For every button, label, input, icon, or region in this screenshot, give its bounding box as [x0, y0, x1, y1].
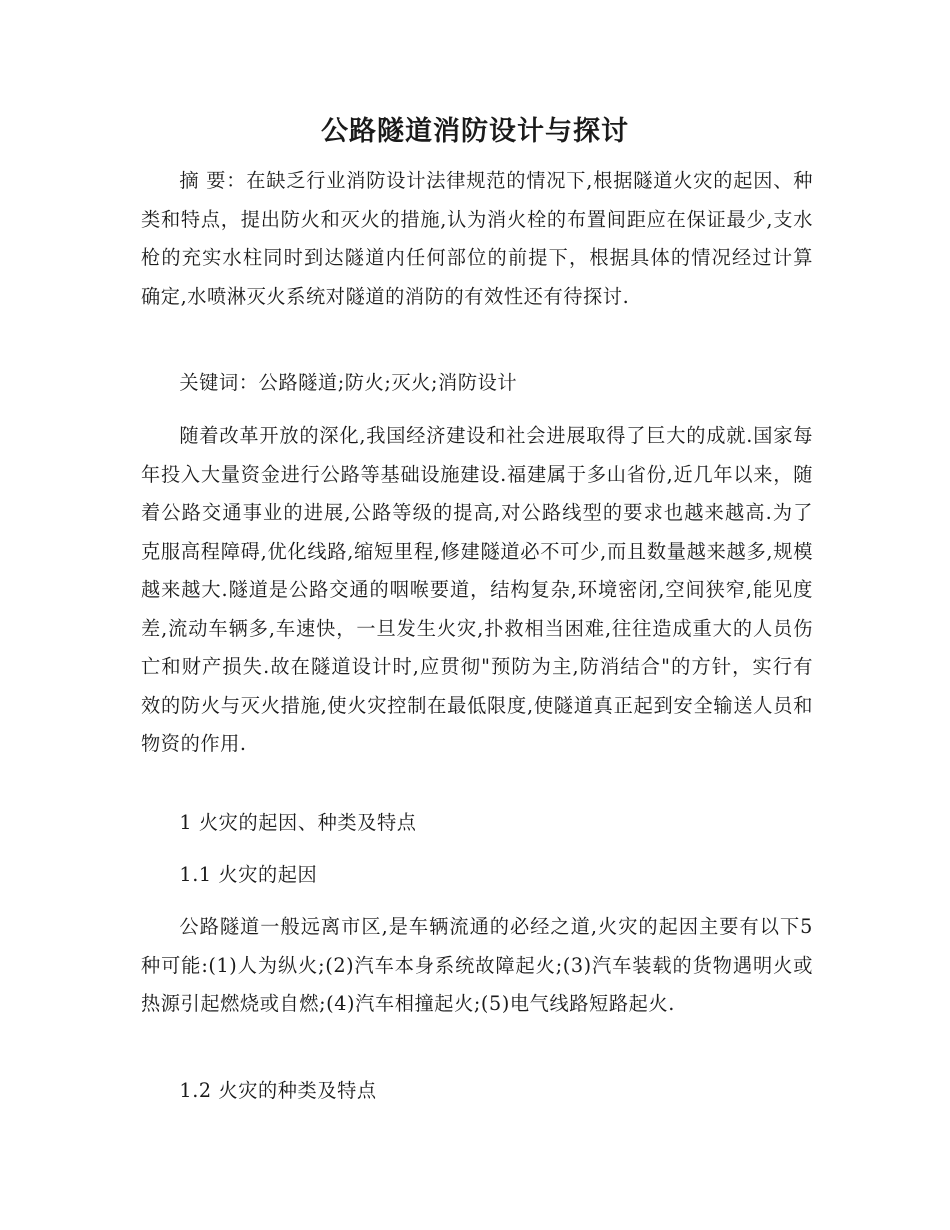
abstract-paragraph: 摘 要：在缺乏行业消防设计法律规范的情况下,根据隧道火灾的起因、种类和特点，提出防火和灭火的措施,认为消火栓的布置间距应在保证最少,支水枪的充实水柱同时到达隧道内任何部位的前提下，根据具体的情况经过计算确定,水喷淋灭火系统对隧道的消防的有效性还有待探讨.: [141, 169, 813, 308]
section-heading-1-2: 1.2 火灾的种类及特点: [179, 1079, 377, 1102]
section-heading-1-1: 1.1 火灾的起因: [179, 863, 318, 886]
intro-paragraph: 随着改革开放的深化,我国经济建设和社会进展取得了巨大的成就.国家每年投入大量资金进行公路等基础设施建设.福建属于多山省份,近几年以来，随着公路交通事业的进展,公路等级的提高,对公路线型的要求也越来越高.为了克服高程障碍,优化线路,缩短里程,修建隧道必不可少,而且数量越来越多,规模越来越大.隧道是公路交通的咽喉要道，结构复杂,环境密闭,空间狭窄,能见度差,流动车辆多,车速快，一旦发生火灾,扑救相当困难,往往造成重大的人员伤亡和财产损失.故在隧道设计时,应贯彻"预防为主,防消结合"的方针，实行有效的防火与灭火措施,使火灾控制在最低限度,使隧道真正起到安全输送人员和物资的作用.: [141, 424, 813, 755]
section-1-1-paragraph: 公路隧道一般远离市区,是车辆流通的必经之道,火灾的起因主要有以下5 种可能:(1)人为纵火;(2)汽车本身系统故障起火;(3)汽车装载的货物遇明火或热源引起燃烧或自燃;(4)汽车相撞起火;(5)电气线路短路起火.: [141, 915, 813, 1015]
section-heading-1: 1 火灾的起因、种类及特点: [179, 811, 417, 834]
keywords-line: 关键词：公路隧道;防火;灭火;消防设计: [179, 371, 518, 394]
page-title: 公路隧道消防设计与探讨: [321, 116, 629, 147]
